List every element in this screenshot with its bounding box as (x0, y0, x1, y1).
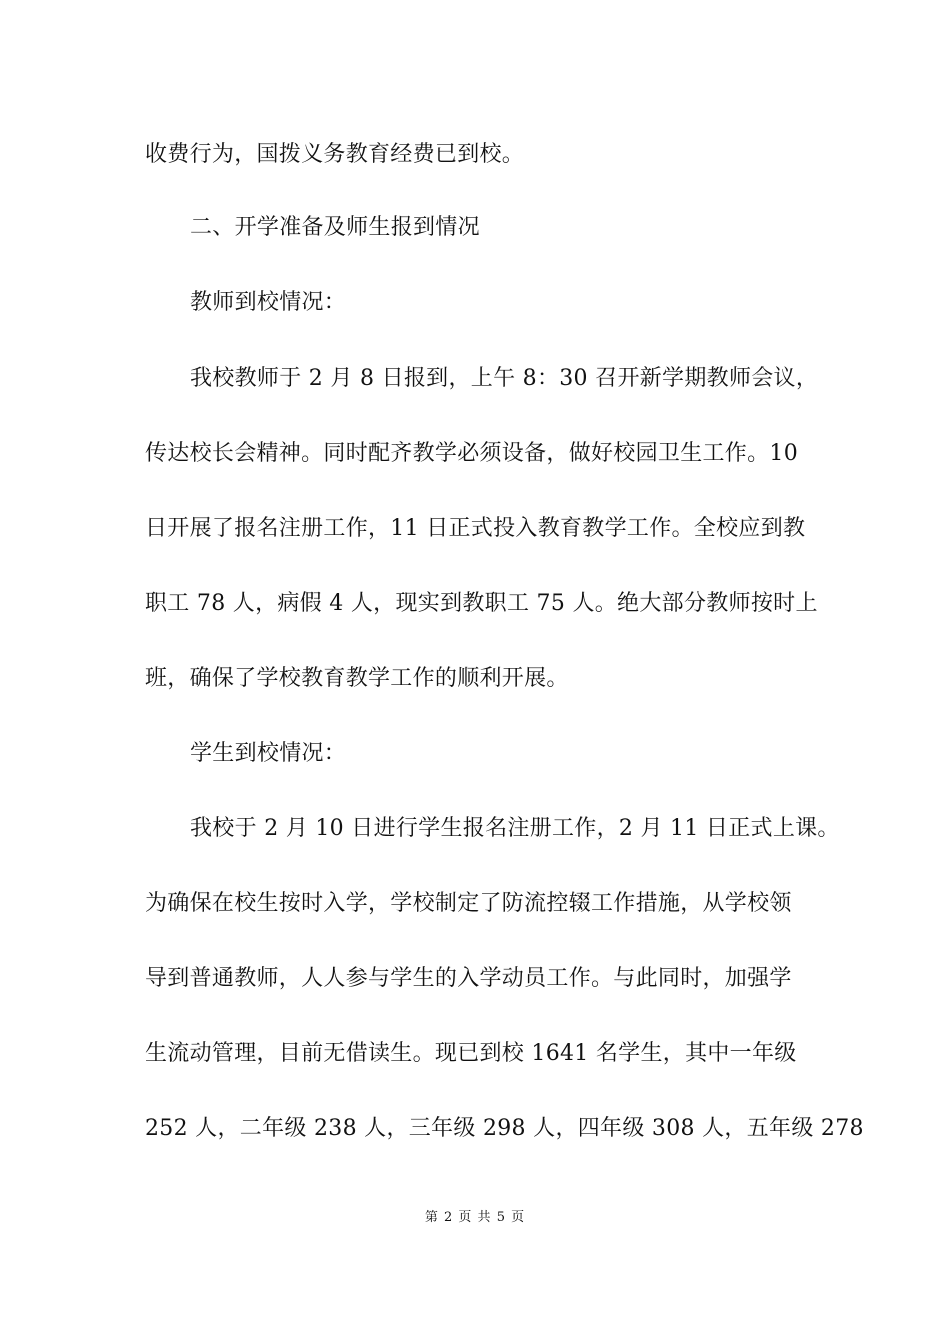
section-heading: 二、开学准备及师生报到情况 (190, 215, 480, 240)
subheading-teachers: 教师到校情况： (190, 290, 347, 315)
page-number-footer: 第 2 页 共 5 页 (424, 1210, 526, 1225)
body-text-line: 传达校长会精神。同时配齐教学必须设备，做好校园卫生工作。10 (145, 441, 798, 466)
body-text-line: 为确保在校生按时入学，学校制定了防流控辍工作措施，从学校领 (145, 891, 792, 916)
body-text-line: 252 人，二年级 238 人，三年级 298 人，四年级 308 人，五年级 278 (145, 1116, 864, 1141)
subheading-students: 学生到校情况： (190, 741, 347, 766)
body-text-line: 班，确保了学校教育教学工作的顺利开展。 (145, 666, 569, 691)
body-text-line: 日开展了报名注册工作，11 日正式投入教育教学工作。全校应到教 (145, 516, 806, 541)
body-text-line: 职工 78 人，病假 4 人，现实到教职工 75 人。绝大部分教师按时上 (145, 591, 818, 616)
body-text-line: 导到普通教师，人人参与学生的入学动员工作。与此同时，加强学 (145, 966, 792, 991)
body-text-line: 我校于 2 月 10 日进行学生报名注册工作，2 月 11 日正式上课。 (190, 816, 840, 841)
body-text-line: 生流动管理，目前无借读生。现已到校 1641 名学生，其中一年级 (145, 1041, 797, 1066)
body-text-line: 收费行为，国拨义务教育经费已到校。 (145, 142, 525, 167)
body-text-line: 我校教师于 2 月 8 日报到，上午 8：30 召开新学期教师会议， (190, 366, 819, 391)
